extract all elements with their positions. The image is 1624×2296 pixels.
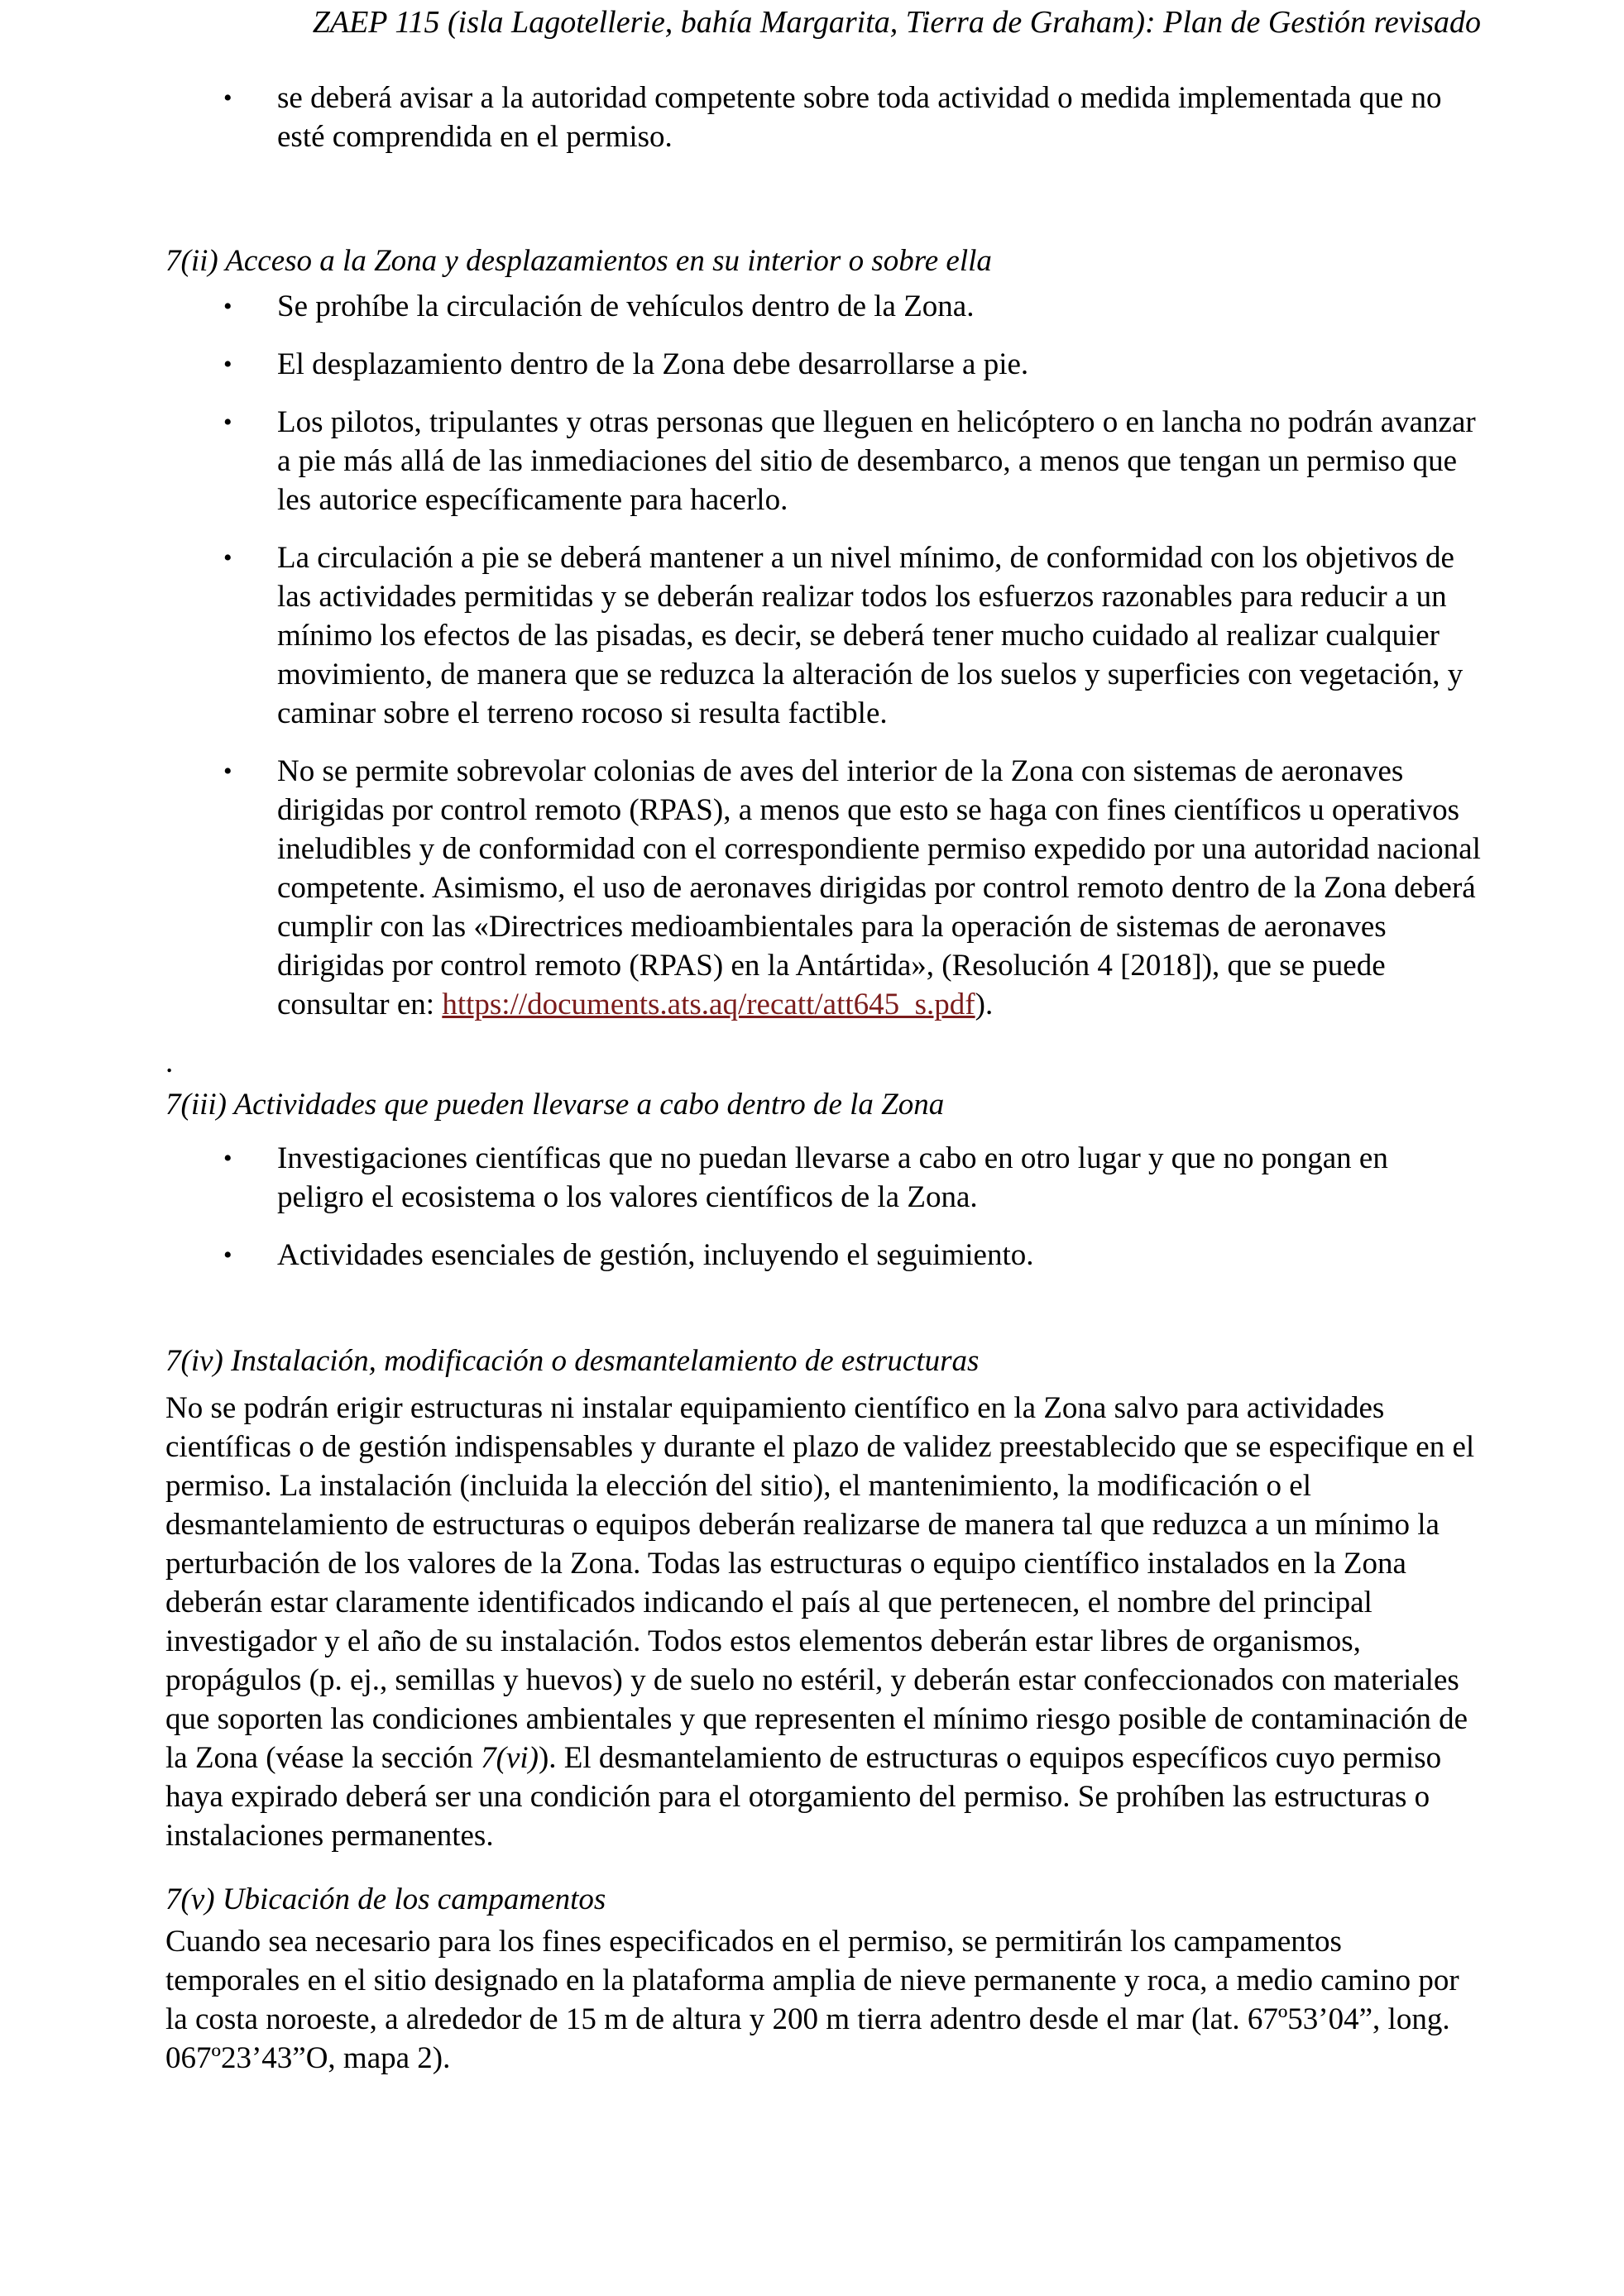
section-heading-structures: 7(iv) Instalación, modificación o desmantelamiento de estructuras <box>165 1344 980 1378</box>
section-heading-camps: 7(v) Ubicación de los campamentos <box>165 1882 606 1916</box>
section-heading-access: 7(ii) Acceso a la Zona y desplazamientos en su interior o sobre ella <box>165 244 992 278</box>
bullet-dot-icon: • <box>223 409 232 436</box>
list-item-text: Actividades esenciales de gestión, incluyendo el seguimiento. <box>277 1238 1034 1272</box>
bullet-dot-icon: • <box>223 544 232 572</box>
list-item-text: Investigaciones científicas que no puedan llevarse a cabo en otro lugar y que no pongan en peligro el ecosistema o los valores científicos de la Zona. <box>277 1141 1388 1214</box>
list-item <box>165 287 1481 326</box>
list-item-text: Los pilotos, tripulantes y otras personas que lleguen en helicóptero o en lancha no podrán avanzar a pie más allá de las inmediaciones del sitio de desembarco, a menos que tengan un permiso que les autorice específicamente para hacerlo. <box>277 405 1476 517</box>
access-bullet-list <box>165 287 1481 1024</box>
bullet-dot-icon: • <box>223 1145 232 1172</box>
structures-paragraph <box>165 1389 1481 1855</box>
list-item <box>165 345 1481 384</box>
activities-bullet-list <box>165 1139 1481 1275</box>
list-item-text: El desplazamiento dentro de la Zona debe desarrollarse a pie. <box>277 347 1029 381</box>
page-content <box>165 79 1481 2078</box>
list-item-text: Se prohíbe la circulación de vehículos dentro de la Zona. <box>277 289 975 323</box>
camps-paragraph: Cuando sea necesario para los fines especificados en el permiso, se permitirán los campamentos temporales en el sitio designado en la plataforma amplia de nieve permanente y roca, a medio camino por la costa noroeste, a alrededor de 15 m de altura y 200 m tierra adentro desde el mar (lat. 67º53’04”, long. 067º23’43”O, mapa 2). <box>165 1925 1459 2075</box>
list-item <box>165 538 1481 733</box>
list-item <box>165 1236 1481 1275</box>
list-item-rpas <box>165 752 1481 1024</box>
section-heading-activities: 7(iii) Actividades que pueden llevarse a cabo dentro de la Zona <box>165 1088 945 1122</box>
stray-dot: . <box>165 1045 174 1079</box>
list-item-text: se deberá avisar a la autoridad competente sobre toda actividad o medida implementada que no esté comprendida en el permiso. <box>277 81 1442 154</box>
structures-text-after: ). El desmantelamiento de estructuras o equipos específicos cuyo permiso haya expirado deberá ser una condición para el otorgamiento del permiso. Se prohíben las estructuras o instalaciones permanentes. <box>165 1741 1442 1853</box>
rpas-guidelines-link[interactable]: https://documents.ats.aq/recatt/att645_s.pdf <box>442 988 975 1021</box>
section-reference: 7(vi) <box>481 1741 539 1775</box>
bullet-dot-icon: • <box>223 758 232 785</box>
bullet-dot-icon: • <box>223 1241 232 1269</box>
list-item <box>165 79 1481 156</box>
list-item-text: La circulación a pie se deberá mantener a un nivel mínimo, de conformidad con los objetivos de las actividades permitidas y se deberán realizar todos los esfuerzos razonables para reducir a un mínimo los efectos de las pisadas, es decir, se deberá tener mucho cuidado al realizar cualquier movimiento, de manera que se reduzca la alteración de los suelos y superficies con vegetación, y caminar sobre el terreno rocoso si resulta factible. <box>277 541 1464 730</box>
running-header: ZAEP 115 (isla Lagotellerie, bahía Margarita, Tierra de Graham): Plan de Gestión revisado <box>312 5 1481 40</box>
bullet-dot-icon: • <box>223 84 232 112</box>
structures-text-before: No se podrán erigir estructuras ni instalar equipamiento científico en la Zona salvo para actividades científicas o de gestión indispensables y durante el plazo de validez preestablecido que se especifique en el permiso. La instalación (incluida la elección del sitio), el mantenimiento, la modificación o el desmantelamiento de estructuras o equipos deberán realizarse de manera tal que reduzca a un mínimo la perturbación de los valores de la Zona. Todas las estructuras o equipo científico instalados en la Zona deberán estar claramente identificados indicando el país al que pertenecen, el nombre del principal investigador y el año de su instalación. Todos estos elementos deberán estar libres de organismos, propágulos (p. ej., semillas y huevos) y de suelo no estéril, y deberán estar confeccionados con materiales que soporten las condiciones ambientales y que representen el mínimo riesgo posible de contaminación de la Zona (véase la sección <box>165 1391 1475 1775</box>
rpas-text: No se permite sobrevolar colonias de aves del interior de la Zona con sistemas de aeronaves dirigidas por control remoto (RPAS), a menos que esto se haga con fines científicos u operativos ineludibles y de conformidad con el correspondiente permiso expedido por una autoridad nacional competente. Asimismo, el uso de aeronaves dirigidas por control remoto dentro de la Zona deberá cumplir con las «Directrices medioambientales para la operación de sistemas de aeronaves dirigidas por control remoto (RPAS) en la Antártida», (Resolución 4 [2018]), que se puede consultar en: <box>277 754 1481 1021</box>
list-item <box>165 1139 1481 1217</box>
intro-bullet-list <box>165 79 1481 156</box>
bullet-dot-icon: • <box>223 351 232 378</box>
bullet-dot-icon: • <box>223 293 232 320</box>
rpas-text-suffix: ). <box>975 988 994 1021</box>
list-item <box>165 403 1481 519</box>
